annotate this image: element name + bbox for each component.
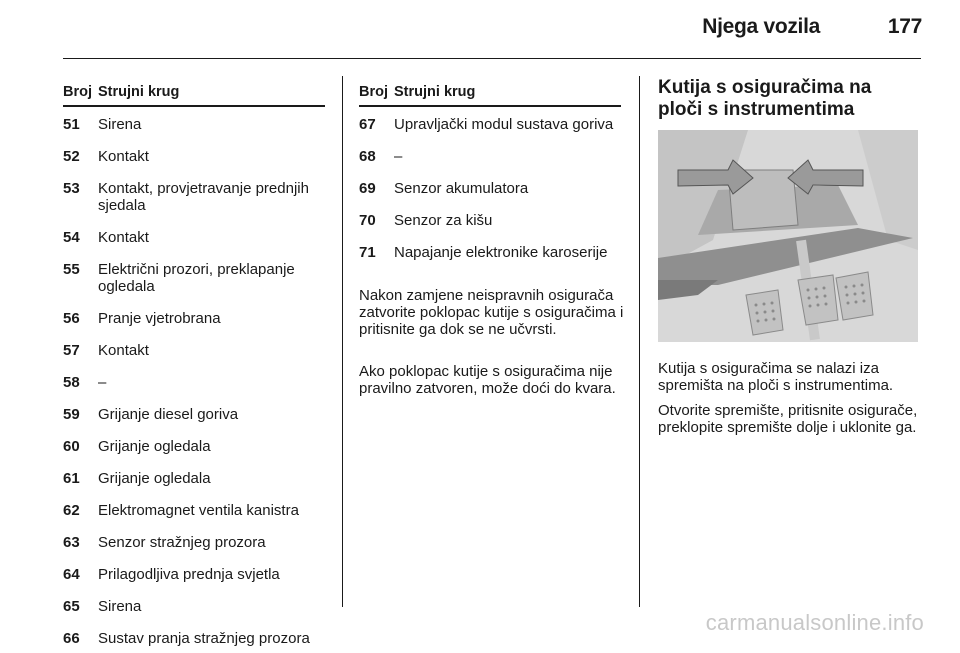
table-row — [63, 461, 325, 493]
fuse-number: 62 — [63, 502, 80, 519]
fuse-circuit: Kontakt — [98, 342, 149, 359]
table-row — [63, 557, 325, 589]
fuse-number: 54 — [63, 229, 80, 246]
fuse-circuit: Senzor stražnjeg prozora — [98, 534, 266, 551]
table-row — [63, 365, 325, 397]
fuse-circuit: Grijanje diesel goriva — [98, 406, 239, 423]
fuse-number: 56 — [63, 310, 80, 327]
paragraph-fuse-replace: Nakon zamjene neispravnih osigurača zatvorite poklopac kutije s osiguračima i pritisnite ga dok se ne učvrsti. — [359, 287, 624, 338]
table-row — [63, 171, 325, 220]
fuse-number: 58 — [63, 374, 80, 391]
table-row — [359, 235, 621, 267]
section-heading: Kutija s osiguračima na ploči s instrumentima — [658, 77, 872, 120]
fuse-circuit: Električni prozori, preklapanje ogledala — [98, 261, 295, 295]
page-number: 177 — [887, 15, 922, 38]
fuse-circuit: Sirena — [98, 116, 142, 133]
fuse-circuit: – — [98, 374, 107, 391]
fuse-number: 57 — [63, 342, 80, 359]
fuse-number: 65 — [63, 598, 80, 615]
column-header-number: Broj — [63, 78, 98, 106]
fuse-circuit: Napajanje elektronike karoserije — [394, 244, 608, 261]
table-row — [63, 252, 325, 301]
fuse-number: 52 — [63, 148, 80, 165]
table-row — [359, 203, 621, 235]
fuse-number: 59 — [63, 406, 80, 423]
fuse-circuit: Senzor akumulatora — [394, 180, 529, 197]
table-row — [63, 106, 325, 139]
table-header-row — [359, 78, 621, 106]
fuse-number: 53 — [63, 180, 80, 197]
table-row — [63, 493, 325, 525]
fuse-circuit: Sirena — [98, 598, 142, 615]
table-row — [359, 139, 621, 171]
table-header-row — [63, 78, 325, 106]
fuse-circuit: Grijanje ogledala — [98, 470, 211, 487]
fuse-circuit: Pranje vjetrobrana — [98, 310, 221, 327]
header-rule — [63, 58, 921, 59]
fuse-number: 66 — [63, 630, 80, 647]
table-row — [63, 301, 325, 333]
table-row — [63, 397, 325, 429]
fuse-number: 68 — [359, 148, 376, 165]
column-header-number: Broj — [359, 78, 394, 106]
fuse-circuit: Elektromagnet ventila kanistra — [98, 502, 299, 519]
table-row — [63, 621, 325, 653]
fuse-circuit: Prilagodljiva prednja svjetla — [98, 566, 280, 583]
dashboard-illustration — [658, 130, 918, 342]
column-divider — [342, 76, 343, 607]
fuse-number: 69 — [359, 180, 376, 197]
fuse-circuit: Upravljački modul sustava goriva — [394, 116, 614, 133]
fuse-table-right — [359, 78, 621, 267]
fuse-circuit: Sustav pranja stražnjeg prozora — [98, 630, 310, 647]
fuse-number: 55 — [63, 261, 80, 278]
fuse-circuit: Grijanje ogledala — [98, 438, 211, 455]
paragraph-fuse-box-removal: Otvorite spremište, pritisnite osigurače, preklopite spremište dolje i uklonite ga. — [658, 402, 918, 436]
table-row — [63, 525, 325, 557]
fuse-circuit: Kontakt — [98, 229, 149, 246]
fuse-circuit: Kontakt — [98, 148, 149, 165]
fuse-box-photo — [658, 130, 918, 342]
table-row — [63, 220, 325, 252]
table-row — [63, 589, 325, 621]
table-row — [63, 429, 325, 461]
fuse-number: 63 — [63, 534, 80, 551]
paragraph-fuse-box-location: Kutija s osiguračima se nalazi iza spremišta na ploči s instrumentima. — [658, 360, 894, 394]
fuse-circuit: – — [394, 148, 403, 165]
table-row — [63, 139, 325, 171]
page-title: Njega vozila — [702, 15, 820, 38]
fuse-number: 67 — [359, 116, 376, 133]
watermark: carmanualsonline.info — [705, 610, 924, 635]
fuse-table-left — [63, 78, 325, 653]
column-header-circuit: Strujni krug — [394, 78, 621, 106]
column-header-circuit: Strujni krug — [98, 78, 325, 106]
table-row — [63, 333, 325, 365]
table-row — [359, 171, 621, 203]
table-row — [359, 106, 621, 139]
fuse-number: 60 — [63, 438, 80, 455]
fuse-number: 61 — [63, 470, 80, 487]
fuse-number: 51 — [63, 116, 80, 133]
paragraph-cover-warning: Ako poklopac kutije s osiguračima nije pravilno zatvoren, može doći do kvara. — [359, 363, 616, 397]
fuse-number: 71 — [359, 244, 376, 261]
fuse-circuit: Kontakt, provjetravanje prednjih sjedala — [98, 180, 309, 214]
fuse-number: 64 — [63, 566, 80, 583]
fuse-number: 70 — [359, 212, 376, 229]
column-divider — [639, 76, 640, 607]
fuse-circuit: Senzor za kišu — [394, 212, 493, 229]
